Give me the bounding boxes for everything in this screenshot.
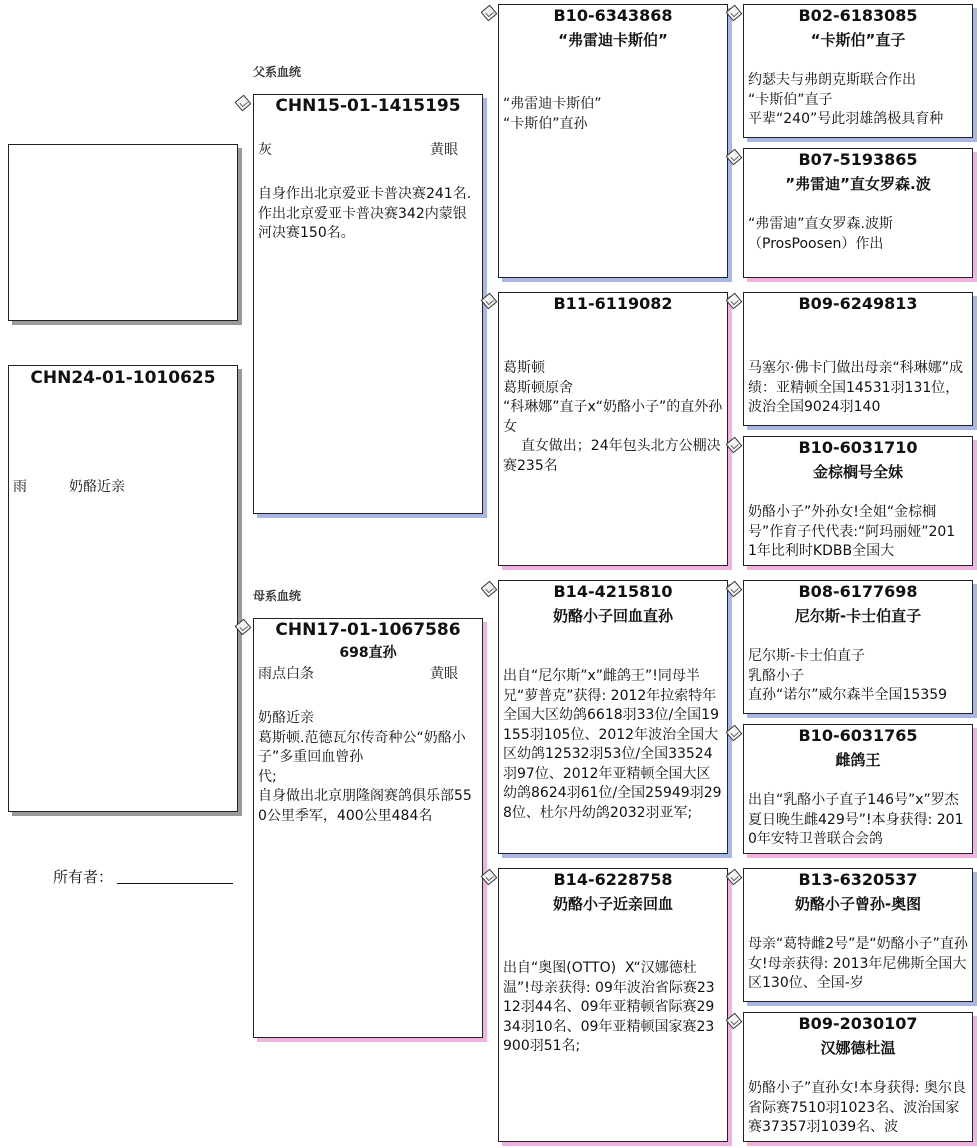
dam-section-label: 母系血统 xyxy=(253,589,302,603)
edit-pencil-icon[interactable] xyxy=(726,1013,743,1030)
edit-pencil-icon[interactable] xyxy=(481,5,498,22)
edit-pencil-icon[interactable] xyxy=(726,869,743,886)
dam-card xyxy=(253,618,483,1038)
gen4-notes: 马塞尔·佛卡门做出母亲“科琳娜”成绩：亚精顿全国14531羽131位，波治全国9024羽140 xyxy=(748,360,963,415)
dam-name: 698直孙 xyxy=(339,645,397,661)
gen4-card xyxy=(743,4,973,138)
edit-pencil-icon[interactable] xyxy=(481,581,498,598)
gen3-name: “弗雷迪卡斯伯” xyxy=(558,31,668,49)
subject-color: 雨 xyxy=(13,479,27,495)
dam-notes: 奶酪近亲 葛斯顿.范德瓦尔传奇种公“奶酪小子”多重回血曾孙 代; 自身做出北京朋隆阁赛鸽俱乐部550公里季军，400公里484名 xyxy=(258,710,472,824)
gen4-name: 奶酪小子曾孙-奥图 xyxy=(794,895,922,913)
granddam-paternal-card xyxy=(498,292,728,566)
sire-color: 灰 xyxy=(258,142,272,158)
gen4-notes: 母亲“葛特雌2号”是“奶酪小子”直孙女!母亲获得: 2013年尼佛斯全国大区130位、全国-岁 xyxy=(748,936,968,991)
edit-pencil-icon[interactable] xyxy=(726,437,743,454)
subject-card xyxy=(8,365,238,812)
sire-ring-number: CHN15-01-1415195 xyxy=(275,96,461,116)
sire-notes: 自身作出北京爱亚卡普决赛241名.作出北京爱亚卡普决赛342内蒙银河决赛150名。 xyxy=(258,186,472,241)
gen4-card xyxy=(743,1012,973,1142)
gen4-ring-number: B09-2030107 xyxy=(798,1014,918,1033)
gen4-notes: 奶酪小子”外孙女!全姐“金棕榈号”作育子代代表:“阿玛丽娅”201 1年比利时KDBB全国大 xyxy=(748,504,960,559)
edit-pencil-icon[interactable] xyxy=(726,725,743,742)
edit-pencil-icon[interactable] xyxy=(726,581,743,598)
edit-pencil-icon[interactable] xyxy=(726,5,743,22)
gen4-name: 汉娜德杜温 xyxy=(820,1039,896,1057)
gen4-ring-number: B02-6183085 xyxy=(798,6,918,25)
gen4-name: 尼尔斯-卡士伯直子 xyxy=(794,607,922,625)
gen4-card xyxy=(743,580,973,714)
gen3-notes: 出自“奥图(OTTO) X“汉娜德杜温”!母亲获得: 09年波治省际赛2312羽44名、09年亚精顿省际赛2934羽10名、09年亚精顿国家赛23900羽51名; xyxy=(503,960,715,1054)
gen4-ring-number: B08-6177698 xyxy=(798,582,918,601)
gen4-name: 金棕榈号全妹 xyxy=(812,463,903,481)
owner-blank-line xyxy=(117,883,233,884)
gen4-ring-number: B07-5193865 xyxy=(798,150,918,169)
granddam-maternal-card xyxy=(498,868,728,1142)
sire-section-label: 父系血统 xyxy=(253,65,302,79)
subject-note: 奶酪近亲 xyxy=(69,479,125,495)
sire-card xyxy=(253,94,483,514)
gen4-notes: “弗雷迪”直女罗森.波斯 （ProsPoosen）作出 xyxy=(748,216,893,252)
gen4-card xyxy=(743,868,973,1002)
grandsire-paternal-card xyxy=(498,4,728,278)
gen4-name: ”弗雷迪”直女罗森.波 xyxy=(785,175,931,193)
gen4-card xyxy=(743,292,973,426)
gen4-notes: 出自“乳酪小子直子146号”x”罗杰夏日晚生雌429号”!本身获得: 2010年安特卫普联合会鸽 xyxy=(748,792,964,847)
edit-pencil-icon[interactable] xyxy=(481,293,498,310)
gen4-notes: 尼尔斯-卡士伯直子 乳酪小子 直孙“诺尔”威尔森半全国15359 xyxy=(748,648,948,703)
edit-pencil-icon[interactable] xyxy=(726,293,743,310)
gen4-name: 雌鸽王 xyxy=(835,751,881,769)
gen3-ring-number: B14-6228758 xyxy=(553,870,673,889)
gen4-name: “卡斯伯”直子 xyxy=(810,31,906,49)
subject-ring-number: CHN24-01-1010625 xyxy=(30,368,216,388)
sire-eye: 黄眼 xyxy=(430,142,458,158)
owner-label: 所有者： xyxy=(53,868,114,886)
gen4-ring-number: B10-6031765 xyxy=(798,726,918,745)
gen3-notes: “弗雷迪卡斯伯” “卡斯伯”直孙 xyxy=(503,96,602,132)
gen4-card xyxy=(743,724,973,854)
gen3-ring-number: B14-4215810 xyxy=(553,582,673,601)
edit-pencil-icon[interactable] xyxy=(726,149,743,166)
dam-eye: 黄眼 xyxy=(430,666,458,682)
gen3-notes: 葛斯顿 葛斯顿原舍 “科琳娜”直子x“奶酪小子”的直外孙女 直女做出；24年包头北方公棚决赛235名 xyxy=(503,360,723,474)
dam-ring-number: CHN17-01-1067586 xyxy=(275,620,461,640)
gen3-name: 奶酪小子近亲回血 xyxy=(552,895,673,913)
dam-color: 雨点白条 xyxy=(258,666,314,682)
gen4-notes: 奶酪小子”直孙女!本身获得: 奥尔良省际赛7510羽1023名、波治国家赛37357羽1039名、波 xyxy=(748,1080,967,1135)
gen4-ring-number: B13-6320537 xyxy=(798,870,918,889)
gen4-ring-number: B09-6249813 xyxy=(798,294,918,313)
edit-pencil-icon[interactable] xyxy=(481,869,498,886)
gen4-notes: 约瑟夫与弗朗克斯联合作出 “卡斯伯”直子 平辈“240”号此羽雄鸽极具育种 xyxy=(748,72,944,127)
gen3-name: 奶酪小子回血直孙 xyxy=(552,607,673,625)
gen4-card xyxy=(743,148,973,278)
gen3-ring-number: B10-6343868 xyxy=(553,6,673,25)
gen4-card xyxy=(743,436,973,566)
edit-pencil-icon[interactable] xyxy=(235,95,252,112)
gen4-ring-number: B10-6031710 xyxy=(798,438,918,457)
gen3-notes: 出自“尼尔斯”x”雌鸽王”!同母半兄“萝普克”获得: 2012年拉索特年全国大区幼鸽6618羽33位/全国19155羽105位、2012年波治全国大区幼鸽12532羽53位/全国33524羽97位、2012年亚精顿全国大区幼鸽8624羽61位/全国25949羽298位、杜尔丹幼鸽2032羽亚军; xyxy=(503,668,722,821)
grandsire-maternal-card xyxy=(498,580,728,854)
photo-frame xyxy=(8,144,238,321)
gen3-ring-number: B11-6119082 xyxy=(553,294,673,313)
